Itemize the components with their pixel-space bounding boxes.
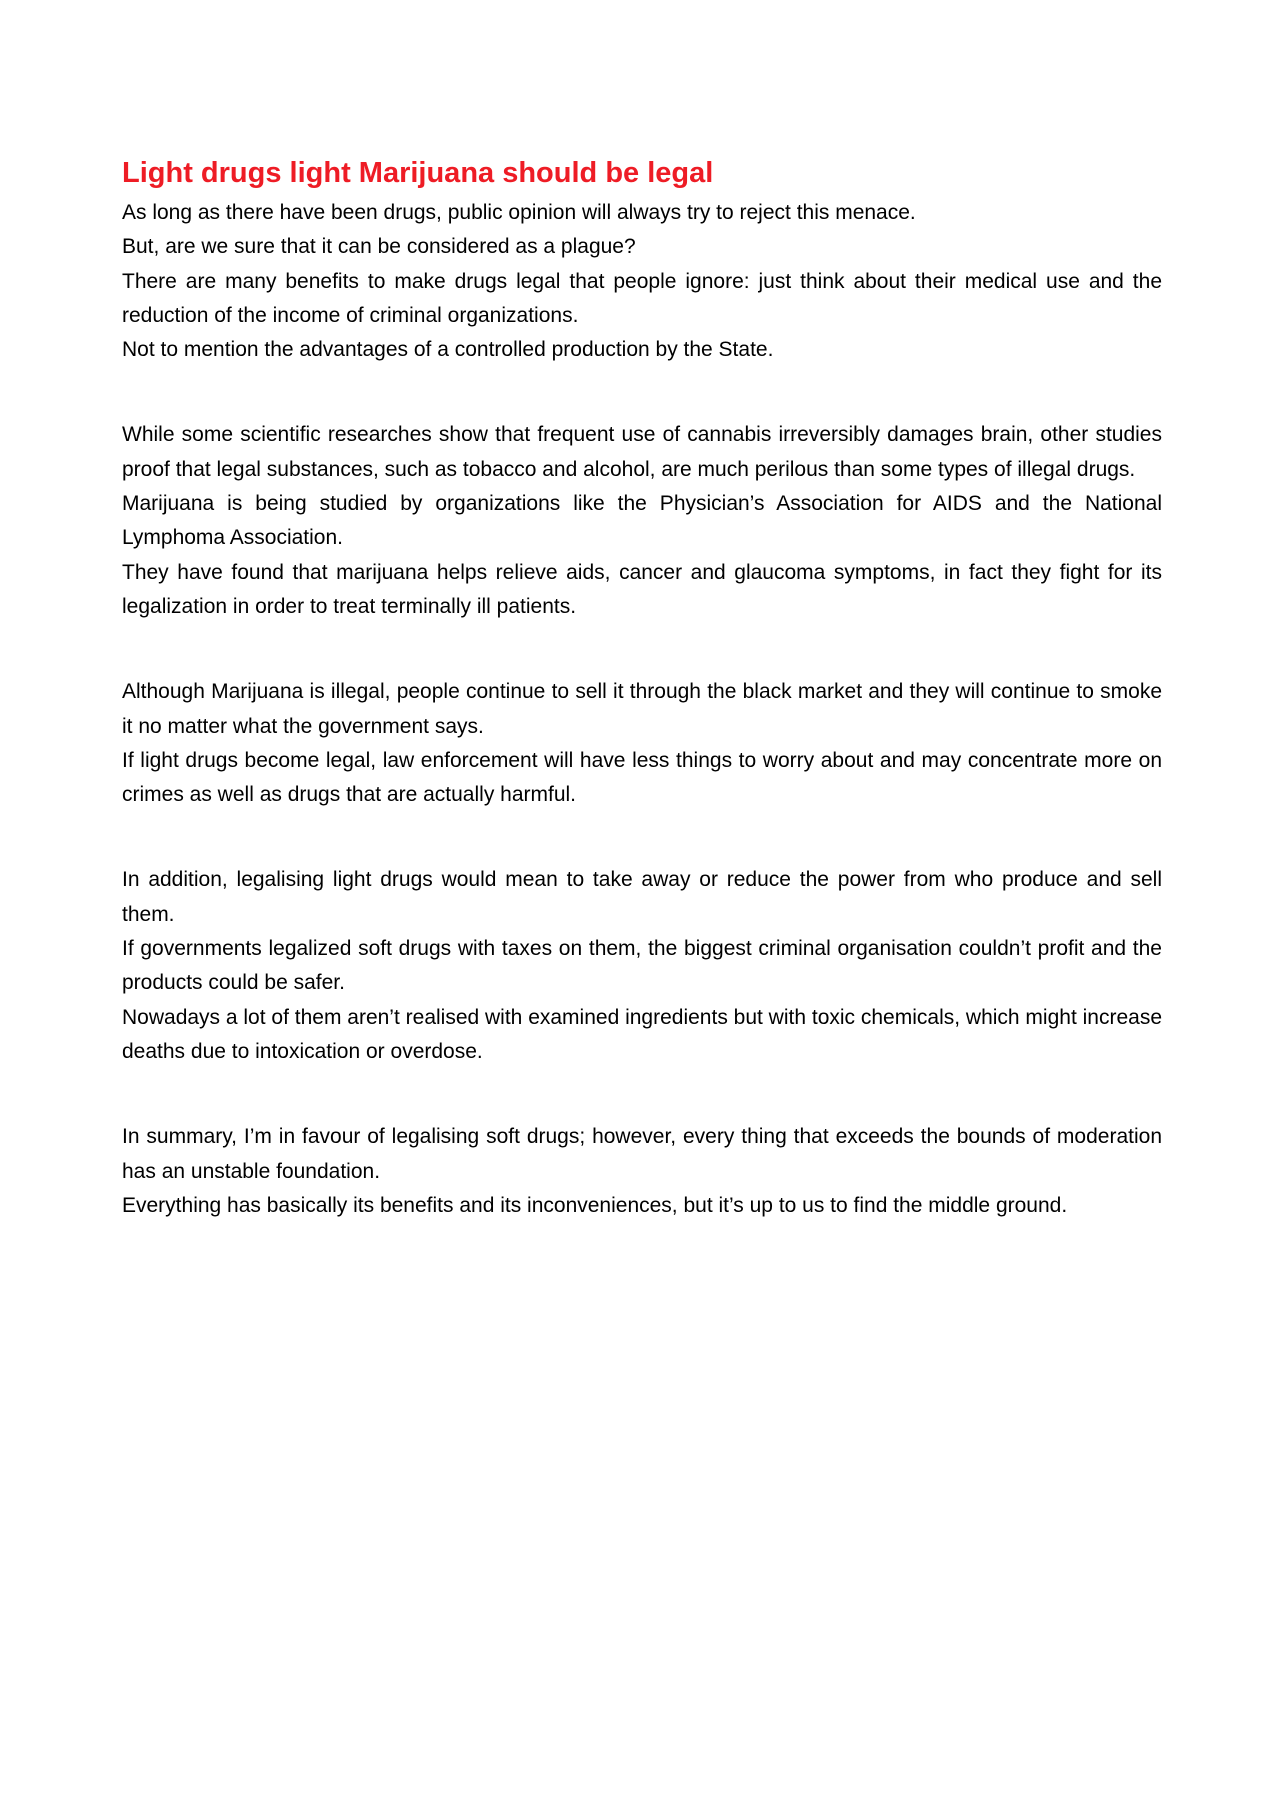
paragraph-spacer — [122, 624, 1162, 675]
paragraph-line: In addition, legalising light drugs would mean to take away or reduce the power from who produce and sell them. — [122, 868, 1162, 926]
paragraph-criminal — [122, 863, 1162, 1069]
document-page — [122, 152, 1162, 1223]
paragraph-line: As long as there have been drugs, public opinion will always try to reject this menace. — [122, 201, 916, 224]
paragraph-medical — [122, 418, 1162, 624]
paragraph-line: Not to mention the advantages of a controlled production by the State. — [122, 338, 774, 362]
paragraph-line: In summary, I’m in favour of legalising soft drugs; however, every thing that exceeds the bounds of moderation has an unstable foundation. — [122, 1125, 1162, 1183]
paragraph-line: Everything has basically its benefits and its inconveniences, but it’s up to us to find the middle ground. — [122, 1193, 1068, 1217]
paragraph-spacer — [122, 367, 1162, 418]
paragraph-line: If light drugs become legal, law enforcement will have less things to worry about and may concentrate more on crimes as well as drugs that are actually harmful. — [122, 748, 1162, 807]
paragraph-line: If governments legalized soft drugs with taxes on them, the biggest criminal organisation couldn’t profit and the products could be safer. — [122, 937, 1162, 995]
paragraph-enforcement — [122, 675, 1162, 812]
paragraph-line: Marijuana is being studied by organizations like the Physician’s Association for AIDS and the National Lymphoma Association. — [122, 492, 1162, 550]
paragraph-line: There are many benefits to make drugs legal that people ignore: just think about their medical use and the reduction of the income of criminal organizations. — [122, 269, 1162, 327]
paragraph-intro — [122, 196, 1162, 367]
paragraph-line: Nowadays a lot of them aren’t realised with examined ingredients but with toxic chemicals, which might increase deaths due to intoxication or overdose. — [122, 1005, 1162, 1063]
paragraph-line: While some scientific researches show that frequent use of cannabis irreversibly damages brain, other studies proof that legal substances, such as tobacco and alcohol, are much perilous than some types of illegal drugs. — [122, 423, 1162, 481]
paragraph-line: But, are we sure that it can be considered as a plague? — [122, 235, 636, 259]
paragraph-line: Although Marijuana is illegal, people continue to sell it through the black market and they will continue to smoke it no matter what the government says. — [122, 680, 1162, 738]
document-title: Light drugs light Marijuana should be legal — [122, 157, 714, 189]
paragraph-line: They have found that marijuana helps relieve aids, cancer and glaucoma symptoms, in fact they fight for its legalization in order to treat terminally ill patients. — [122, 560, 1162, 618]
paragraph-summary — [122, 1120, 1162, 1223]
paragraph-spacer — [122, 1069, 1162, 1120]
paragraph-spacer — [122, 812, 1162, 863]
